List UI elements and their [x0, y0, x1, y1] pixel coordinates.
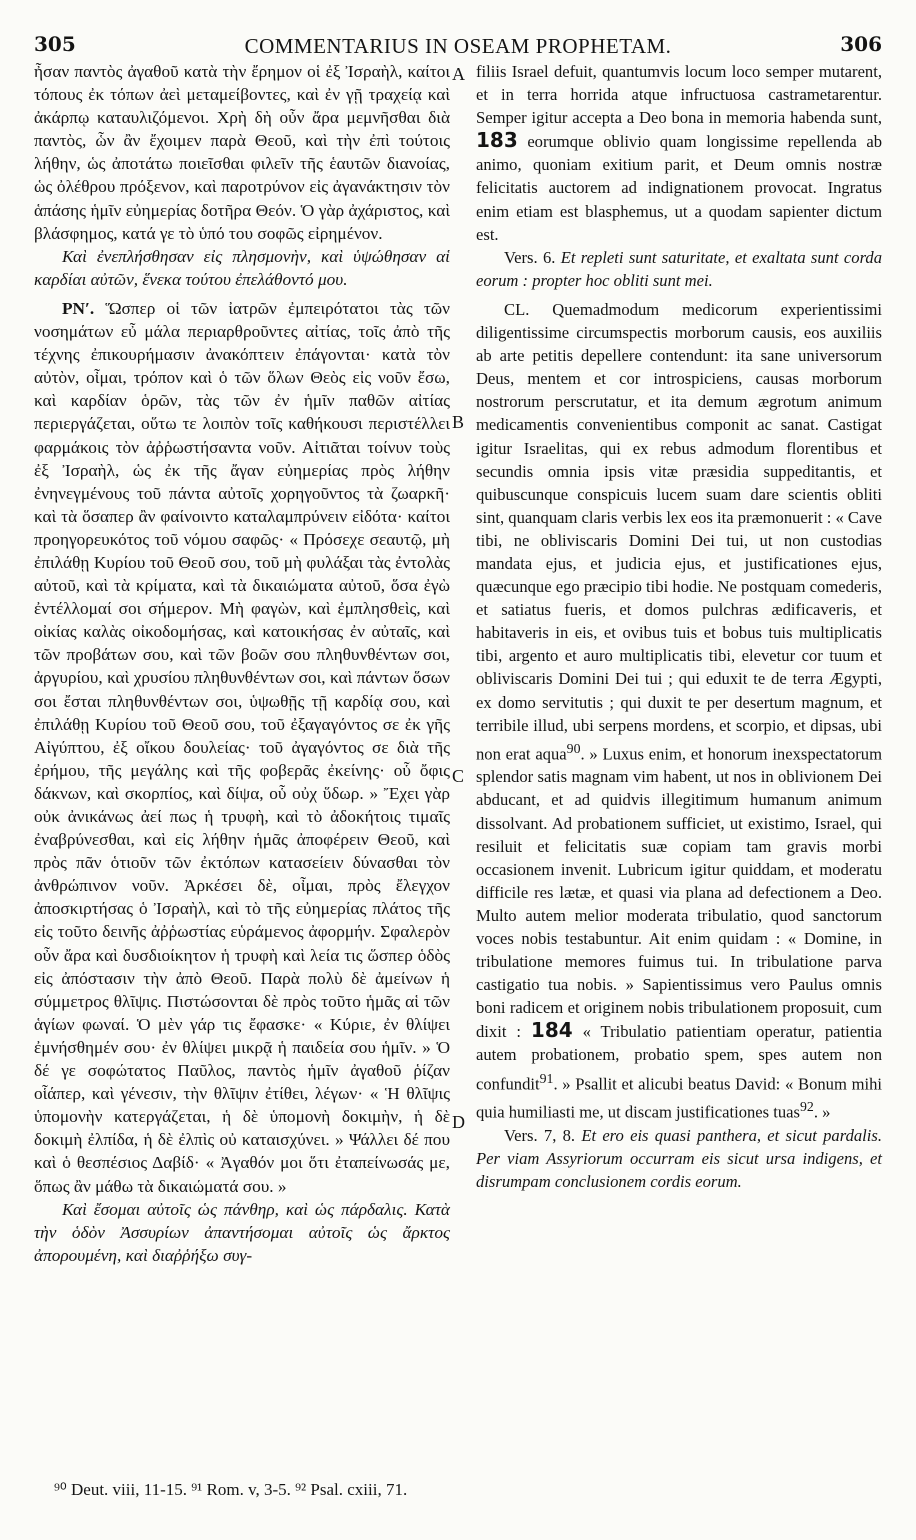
- running-title: COMMENTARIUS IN OSEAM PROPHETAM.: [244, 34, 672, 58]
- latin-section-number: CL.: [504, 299, 530, 319]
- latin-text: Quemadmodum medicorum experientissimi diligentissime circumspectis morborum causis, eos auxiliis ab arte petitis depellere contendunt: ita sane universorum Deus, mentem et cor introspiciens, causas morborum nostrorum perscrutatur, et ita demum ægrotum animum medicamentis convenientibus componit ac sanat. Castigat igitur Israelitas, qui ex rebus admodum florentibus et secundis omnia ipsis vitæ præsidia suppeditantis, et quibuscunque conspicuis lucem suam dare scientis obliti sint, quanquam claris verbis lex eos ita præmonuerit : « Cave tibi, ne obliviscaris Domini Dei tui, ut non custodias mandata ejus, et judicia ejus, et justificationes ejus, quæcunque ego præcipio tibi hodie. Ne postquam comederis, et satiatus fueris, et domos pulchras ædificaveris, et habitaveris in eis, et ovibus tuis et bobus tuis multiplicatis tibi, argento et auro multiplicatis tibi, elevetur cor tuum et obliviscaris Domini Dei tui ; qui eduxit te de terra Ægypti, ex domo servitutis ; qui duxit te per desertum magnum, et terribile illud, ubi serpens mordens, et scorpio, et dipsas, ubi non erat aqua: [476, 299, 883, 764]
- latin-verse-heading: [476, 1124, 882, 1193]
- latin-text: eorumque oblivio quam longissime repellenda ab animo, quoniam exitium parit, et Deum omnis nostræ felicitatis auctorem ad indignationem provocat. Ingratus enim etiam est blasphemus, ut a quodam sapienter dictum est.: [476, 132, 882, 244]
- margin-marker: B: [452, 412, 465, 432]
- latin-text: . » Luxus enim, et honorum inexspectatorum splendor satis magnam vim habent, ut nos in oblivionem Dei abducant, et ad quidvis illegitimum humanum animum dissolvant. Ad probationem sufficiet, ut existimo, Israel, qui resiluit et felicitatis suæ copiam tam gravis morbi occasionem invenit. Lubricum igitur quiddam, et moderatu difficile res lætæ, et quasi via plana ad defectionem a Deo. Multo autem melior moderata tribulatio, quod sanctorum voces nobis testabuntur. Ait enim quidam : « Domine, in tribulatione memores fuimus tui. In tribulatione parva castigatio tua nobis. » Sapientissimus vero Paulus omnis boni radicem et originem nobis tribulationem proposuit, cum dixit :: [476, 744, 882, 1042]
- margin-marker: D: [452, 1112, 465, 1132]
- margin-marker: C: [452, 766, 465, 786]
- footnote-ref: 92: [799, 1099, 814, 1115]
- page-number-right: 306: [840, 32, 882, 56]
- greek-section-number: ΡΝʹ.: [62, 298, 95, 318]
- latin-paragraph: [476, 60, 882, 246]
- footnote-ref: 91: [539, 1070, 554, 1086]
- latin-text: « Tribulatio patientiam operatur, patientia autem probationem, probatio spem, spes autem non confundit: [476, 1022, 883, 1094]
- verse-text: Et repleti sunt saturitate, et exaltata sunt corda eorum : propter hoc obliti sunt mei.: [476, 247, 883, 290]
- latin-text: . »: [813, 1102, 831, 1122]
- verse-label: Vers. 7, 8.: [504, 1125, 576, 1145]
- greek-paragraph: ἦσαν παντὸς ἀγαθοῦ κατὰ τὴν ἔρημον οἱ ἐξ Ἰσραὴλ, καίτοι τόπους ἐκ τόπων ἀεὶ μεταμείβοντες, καὶ ἐν γῇ τραχείᾳ καὶ ἀκάρπῳ καταυλιζόμενοι. Χρὴ δὴ οὖν ἄρα μεμνῆσθαι διὰ παντὸς, ὧν ἂν ἔχοιμεν παρὰ Θεοῦ, καὶ τὴν ἐπὶ τούτοις λήθην, ὡς ἀποτάτω ποιεῖσθαι φιλεῖν τῆς ἑαυτῶν διανοίας, ὡς ὀλέθρου πρόξενον, καὶ παροτρύνον εἰς ἀγανάκτησιν τὸν ἁπάσης ἡμῖν εὐημερίας δοτῆρα Θεόν. Ὁ γὰρ ἀχάριστος, καὶ βλάσφημος, κατά γε τὸ ὑπό του σοφῶς εἰρημένον.: [34, 62, 450, 243]
- column-number: 183: [476, 128, 518, 153]
- footnotes: ⁹⁰ Deut. viii, 11-15. ⁹¹ Rom. v, 3-5. ⁹² Psal. cxiii, 71.: [54, 1480, 408, 1499]
- page-number-left: 305: [34, 32, 76, 56]
- greek-paragraph-text: Ὥσπερ οἱ τῶν ἰατρῶν ἐμπειρότατοι τὰς τῶν νοσημάτων εὖ μάλα περιαρθροῦντες αἰτίας, τοῖς ἀπὸ τῆς τέχνης ἐπικουρήμασιν ἀνακόπτειν ἐπάγονται· κατὰ τὸν αὐτὸν, οἶμαι, τρόπον καὶ ὁ τῶν ὅλων Θεὸς εἰς νοῦν ἔσω, καὶ καρδίαν ὁρῶν, τὰς τῶν ἐν ἡμῖν παθῶν αἰτίας περιεργάζεται, οὕτω τε λοιπὸν τοῖς καθήκουσι περιστέλλει φαρμάκοις τὸν ἀῤῥωστήσαντα νοῦν. Αἰτιᾶται τοίνυν τοὺς ἐξ Ἰσραὴλ, ὡς ἐκ τῆς ἄγαν εὐημερίας πρὸς λήθην ἐνηνεγμένους τοῦ πάντα αὐτοῖς χορηγοῦντος τὰ ζωαρκῆ· καὶ τὰ ὅσαπερ ἂν φαίνοιντο καταλαμπρύνειν εἰδότα· καίτοι προηγορευκότος τοῦ νόμου σαφῶς· « Πρόσεχε σεαυτῷ, μὴ ἐπιλάθῃ Κυρίου τοῦ Θεοῦ σου, τοῦ μὴ φυλάξαι τὰς ἐντολὰς αὐτοῦ, καὶ τὰ κρίματα, καὶ τὰ δικαιώματα αὐτοῦ, ὅσα ἐγὼ ἐντέλλομαί σοι σήμερον. Μὴ φαγὼν, καὶ ἐμπλησθεὶς, καὶ οἰκίας καλὰς οἰκοδομήσας, καὶ κατοικήσας ἐν αὐταῖς, καὶ τῶν προβάτων σου, καὶ τῶν βοῶν σου πληθυνθέντων σοι, ἀργυρίου, καὶ χρυσίου πληθυνθέντων σοι, καὶ πάντων ὅσων σοι ἔσται πληθυνθέντων σοι, ὑψωθῇς τῇ καρδίᾳ σου, καὶ ἐπιλάθῃ Κυρίου τοῦ Θεοῦ σου, τοῦ ἐξαγαγόντος σε ἐκ γῆς Αἰγύπτου, ἐξ οἴκου δουλείας· τοῦ ἀγαγόντος σε διὰ τῆς ἐρήμου, τῆς μεγάλης καὶ τῆς φοβερᾶς ἐκείνης· οὗ ὄφις δάκνων, καὶ σκορπίος, καὶ δίψα, οὗ οὐχ ὕδωρ. » Ἔχει γὰρ οὐκ ἀνικάνως ἀεί πως ἡ τρυφὴ, καὶ τὸ ἀδοκήτοις τιμαῖς ἐναβρύνεσθαι, καὶ εἰς λήθην ἡμᾶς ἀποφέρειν Θεοῦ, καὶ πρὸς πᾶν ὁτιοῦν τῶν ἐκτόπων κατασείειν δύνασθαι τὸν ἀνθρώπινον νοῦν. Ἀρκέσει δὲ, οἶμαι, πρὸς ἔλεγχον ἀποσκιρτήσας ὁ Ἰσραὴλ, καὶ τὸ τῆς εὐημερίας πλάτος τῆς εἰς τοῦτο δεινῆς ἀῤῥωστίας εὑράμενος ἀφορμήν. Σφαλερὸν οὖν ἄρα καὶ δυσδιοίκητον ἡ τρυφὴ καὶ λεία τις ὥσπερ ὁδὸς εἰς ἀπόστασιν τὴν ἀπὸ Θεοῦ. Παρὰ πολὺ δὲ ἀμείνων ἡ σύμμετρος θλῖψις. Πιστώσονται δὲ πρὸς τοῦτο ἡμᾶς αἱ τῶν ἁγίων φωναί. Ὁ μὲν γάρ τις ἔφασκε· « Κύριε, ἐν θλίψει ἐμνήσθημέν σου· ἐν θλίψει μικρᾷ ἡ παιδεία σου ἡμῖν. » Ὁ δέ γε σοφώτατος Παῦλος, παντὸς ἡμῖν ἀγαθοῦ ῥίζαν οἷάπερ, καὶ γένεσιν, τὴν θλῖψιν ἐτίθει, λέγων· « Ἡ θλῖψις ὑπομονὴν κατεργάζεται, ἡ δὲ ὑπομονὴ δοκιμὴν, ἡ δὲ δοκιμὴ ἐλπίδα, ἡ δὲ ἐλπὶς οὐ καταισχύνει. » Ψάλλει δέ που καὶ ὁ θεσπέσιος Δαβίδ· « Ἀγαθόν μοι ὅτι ἐταπείνωσάς με, ὅπως ἂν μάθω τὰ δικαιώματά σου. »: [34, 298, 450, 1196]
- latin-column: [476, 60, 882, 1193]
- greek-verse-heading: Καὶ ἐνεπλήσθησαν εἰς πλησμονὴν, καὶ ὑψώθησαν αἱ καρδίαι αὐτῶν, ἕνεκα τούτου ἐπελάθοντό μου.: [34, 246, 450, 289]
- latin-text: filiis Israel defuit, quantumvis locum loco semper mutarent, et in terra horrida atque infructuosa castrametarentur. Semper igitur accepta a Deo bona in memoria habenda sunt,: [476, 62, 882, 128]
- page-header: [34, 32, 882, 60]
- footnote-ref: 90: [566, 740, 581, 756]
- greek-column: [34, 60, 450, 1267]
- greek-paragraph: [34, 297, 450, 1198]
- verse-text: Et ero eis quasi panthera, et sicut pardalis. Per viam Assyriorum occurram eis sicut ursa indigens, et disrumpam conclusionem cordis eorum.: [476, 1125, 882, 1191]
- margin-marker: A: [452, 64, 465, 84]
- column-number: 184: [530, 1018, 573, 1043]
- latin-paragraph: [476, 298, 882, 1124]
- verse-label: Vers. 6.: [504, 247, 556, 267]
- latin-text: . » Psallit et alicubi beatus David: « Bonum mihi quia humiliasti me, ut discam justificationes tuas: [476, 1074, 882, 1122]
- greek-verse-heading: Καὶ ἔσομαι αὐτοῖς ὡς πάνθηρ, καὶ ὡς πάρδαλις. Κατὰ τὴν ὁδὸν Ἀσσυρίων ἀπαντήσομαι αὐτοῖς ὡς ἄρκτος ἀπορουμένη, καὶ διαῤῥήξω συγ-: [34, 1199, 450, 1265]
- latin-verse-heading: [476, 246, 882, 292]
